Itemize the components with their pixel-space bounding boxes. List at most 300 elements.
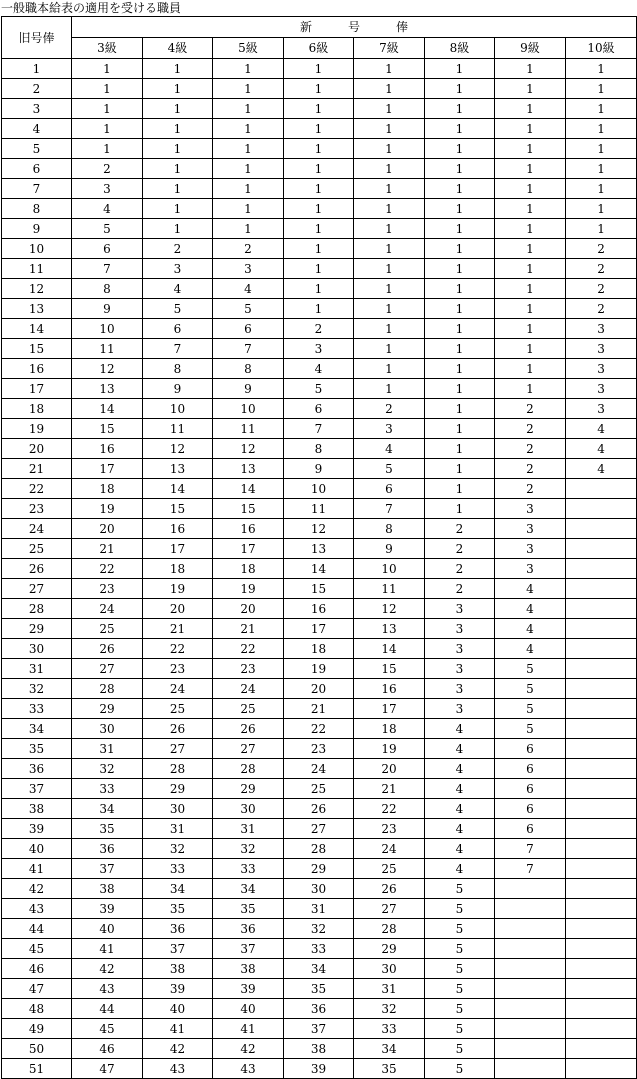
new-grade-cell: 35 xyxy=(143,899,213,919)
new-grade-cell: 1 xyxy=(495,179,566,199)
new-grade-cell: 1 xyxy=(354,379,425,399)
new-grade-cell: 25 xyxy=(213,699,284,719)
old-grade-cell: 16 xyxy=(2,359,72,379)
new-grade-cell: 23 xyxy=(143,659,213,679)
new-grade-cell: 12 xyxy=(213,439,284,459)
table-row xyxy=(2,259,637,279)
new-grade-cell: 47 xyxy=(72,1059,143,1079)
new-grade-cell: 9 xyxy=(354,539,425,559)
table-row xyxy=(2,799,637,819)
table-row xyxy=(2,79,637,99)
new-grade-cell: 34 xyxy=(213,879,284,899)
new-grade-cell xyxy=(566,499,637,519)
new-grade-cell: 1 xyxy=(72,119,143,139)
new-grade-cell: 1 xyxy=(495,239,566,259)
table-row xyxy=(2,719,637,739)
new-grade-cell: 43 xyxy=(143,1059,213,1079)
new-grade-cell: 23 xyxy=(72,579,143,599)
old-grade-cell: 3 xyxy=(2,99,72,119)
new-grade-cell: 15 xyxy=(72,419,143,439)
new-grade-cell: 18 xyxy=(284,639,354,659)
new-grade-cell: 1 xyxy=(354,279,425,299)
new-grade-cell: 24 xyxy=(354,839,425,859)
new-grade-cell: 26 xyxy=(72,639,143,659)
new-grade-cell: 42 xyxy=(72,959,143,979)
grade-header-8: 8級 xyxy=(425,38,495,59)
new-grade-cell xyxy=(566,919,637,939)
new-grade-cell: 1 xyxy=(566,139,637,159)
new-grade-cell: 23 xyxy=(354,819,425,839)
new-grade-cell xyxy=(566,579,637,599)
new-grade-cell: 1 xyxy=(495,319,566,339)
old-grade-cell: 9 xyxy=(2,219,72,239)
new-grade-cell: 12 xyxy=(284,519,354,539)
new-grade-cell: 20 xyxy=(143,599,213,619)
old-grade-cell: 46 xyxy=(2,959,72,979)
new-grade-cell: 30 xyxy=(213,799,284,819)
old-grade-cell: 20 xyxy=(2,439,72,459)
new-grade-cell: 24 xyxy=(213,679,284,699)
table-row xyxy=(2,1039,637,1059)
old-grade-cell: 45 xyxy=(2,939,72,959)
grade-header-9: 9級 xyxy=(495,38,566,59)
new-grade-cell: 6 xyxy=(495,779,566,799)
new-grade-cell: 2 xyxy=(425,579,495,599)
new-grade-cell: 34 xyxy=(354,1039,425,1059)
new-grade-cell: 21 xyxy=(284,699,354,719)
new-grade-cell: 34 xyxy=(72,799,143,819)
table-row xyxy=(2,739,637,759)
new-grade-cell: 31 xyxy=(284,899,354,919)
table-row xyxy=(2,439,637,459)
new-grade-cell: 3 xyxy=(425,639,495,659)
new-grade-cell: 16 xyxy=(354,679,425,699)
new-grade-cell: 27 xyxy=(213,739,284,759)
new-grade-cell: 1 xyxy=(213,79,284,99)
old-grade-cell: 10 xyxy=(2,239,72,259)
new-grade-cell: 16 xyxy=(284,599,354,619)
new-grade-cell: 41 xyxy=(72,939,143,959)
table-row xyxy=(2,559,637,579)
table-row xyxy=(2,119,637,139)
new-grade-cell: 4 xyxy=(566,439,637,459)
new-grade-cell: 38 xyxy=(143,959,213,979)
new-grade-cell: 1 xyxy=(566,59,637,79)
new-grade-cell: 35 xyxy=(213,899,284,919)
new-grade-cell xyxy=(566,639,637,659)
new-grade-cell: 1 xyxy=(495,99,566,119)
new-grade-cell: 1 xyxy=(495,299,566,319)
new-grade-cell: 1 xyxy=(213,59,284,79)
new-grade-cell: 1 xyxy=(213,99,284,119)
new-grade-cell xyxy=(495,899,566,919)
new-grade-cell: 4 xyxy=(566,419,637,439)
table-row xyxy=(2,479,637,499)
new-grade-cell: 22 xyxy=(284,719,354,739)
table-row xyxy=(2,999,637,1019)
new-grade-cell: 11 xyxy=(284,499,354,519)
old-grade-cell: 47 xyxy=(2,979,72,999)
new-grade-cell: 19 xyxy=(72,499,143,519)
new-grade-cell: 1 xyxy=(425,359,495,379)
new-grade-cell: 40 xyxy=(213,999,284,1019)
old-grade-cell: 15 xyxy=(2,339,72,359)
new-grade-cell: 1 xyxy=(425,379,495,399)
old-grade-cell: 39 xyxy=(2,819,72,839)
new-grade-cell: 4 xyxy=(425,799,495,819)
new-grade-cell: 1 xyxy=(566,159,637,179)
new-grade-cell: 1 xyxy=(143,119,213,139)
old-grade-cell: 34 xyxy=(2,719,72,739)
new-grade-cell: 1 xyxy=(354,119,425,139)
new-grade-cell xyxy=(566,999,637,1019)
new-grade-cell: 3 xyxy=(495,539,566,559)
new-grade-cell xyxy=(566,539,637,559)
new-grade-cell: 12 xyxy=(354,599,425,619)
table-row xyxy=(2,379,637,399)
new-grade-cell: 29 xyxy=(354,939,425,959)
new-grade-cell: 5 xyxy=(425,879,495,899)
new-grade-cell: 4 xyxy=(425,759,495,779)
new-grade-cell: 14 xyxy=(284,559,354,579)
table-row xyxy=(2,859,637,879)
new-grade-cell: 36 xyxy=(213,919,284,939)
new-grade-cell: 6 xyxy=(284,399,354,419)
new-grade-cell: 24 xyxy=(284,759,354,779)
new-grade-cell: 1 xyxy=(495,59,566,79)
new-grade-cell: 32 xyxy=(213,839,284,859)
new-grade-cell: 1 xyxy=(425,279,495,299)
new-grade-cell: 1 xyxy=(284,139,354,159)
new-grade-cell: 1 xyxy=(354,219,425,239)
new-grade-cell: 2 xyxy=(425,539,495,559)
new-grade-cell: 2 xyxy=(495,399,566,419)
new-grade-cell: 1 xyxy=(425,299,495,319)
new-grade-cell: 6 xyxy=(495,739,566,759)
new-grade-cell xyxy=(566,959,637,979)
table-row xyxy=(2,539,637,559)
new-grade-cell: 1 xyxy=(425,139,495,159)
new-grade-cell: 17 xyxy=(354,699,425,719)
old-grade-cell: 51 xyxy=(2,1059,72,1079)
new-grade-cell: 1 xyxy=(425,399,495,419)
new-grade-cell: 17 xyxy=(213,539,284,559)
table-row xyxy=(2,979,637,999)
new-grade-cell: 27 xyxy=(143,739,213,759)
new-grade-cell: 37 xyxy=(284,1019,354,1039)
new-grade-cell: 11 xyxy=(354,579,425,599)
new-grade-cell: 5 xyxy=(425,899,495,919)
new-grade-cell: 2 xyxy=(566,279,637,299)
new-grade-cell: 1 xyxy=(213,199,284,219)
new-grade-cell: 1 xyxy=(495,199,566,219)
new-grade-cell: 43 xyxy=(72,979,143,999)
old-grade-cell: 17 xyxy=(2,379,72,399)
new-grade-cell: 1 xyxy=(425,479,495,499)
new-grade-cell: 36 xyxy=(143,919,213,939)
new-grade-cell: 5 xyxy=(425,939,495,959)
new-grade-cell: 3 xyxy=(143,259,213,279)
new-grade-cell: 1 xyxy=(284,239,354,259)
new-grade-cell: 2 xyxy=(566,259,637,279)
new-grade-cell: 20 xyxy=(72,519,143,539)
header-row-top xyxy=(2,17,637,38)
table-row xyxy=(2,59,637,79)
new-grade-cell: 21 xyxy=(354,779,425,799)
new-grade-cell: 45 xyxy=(72,1019,143,1039)
new-grade-cell: 1 xyxy=(354,359,425,379)
old-grade-cell: 19 xyxy=(2,419,72,439)
new-grade-cell: 37 xyxy=(213,939,284,959)
new-grade-cell xyxy=(566,619,637,639)
new-grade-cell: 26 xyxy=(354,879,425,899)
new-grade-cell: 1 xyxy=(425,179,495,199)
old-grade-cell: 12 xyxy=(2,279,72,299)
new-grade-cell: 41 xyxy=(213,1019,284,1039)
table-row xyxy=(2,639,637,659)
old-grade-cell: 21 xyxy=(2,459,72,479)
new-grade-cell xyxy=(566,659,637,679)
new-grade-cell: 11 xyxy=(143,419,213,439)
new-grade-cell: 1 xyxy=(425,199,495,219)
new-grade-cell: 28 xyxy=(143,759,213,779)
new-grade-cell: 31 xyxy=(72,739,143,759)
old-grade-cell: 40 xyxy=(2,839,72,859)
new-grade-cell: 1 xyxy=(213,139,284,159)
new-grade-cell: 5 xyxy=(495,719,566,739)
new-grade-cell: 18 xyxy=(213,559,284,579)
new-grade-cell: 32 xyxy=(72,759,143,779)
new-grade-cell: 1 xyxy=(143,59,213,79)
new-grade-cell: 1 xyxy=(143,159,213,179)
new-grade-cell: 6 xyxy=(495,799,566,819)
new-grade-cell: 2 xyxy=(72,159,143,179)
new-grade-header: 新 号 俸 xyxy=(72,17,637,38)
old-grade-cell: 30 xyxy=(2,639,72,659)
new-grade-cell: 29 xyxy=(143,779,213,799)
new-grade-cell: 4 xyxy=(213,279,284,299)
new-grade-cell: 5 xyxy=(354,459,425,479)
new-grade-cell: 35 xyxy=(72,819,143,839)
new-grade-cell: 46 xyxy=(72,1039,143,1059)
grade-header-7: 7級 xyxy=(354,38,425,59)
new-grade-cell: 32 xyxy=(143,839,213,859)
new-grade-cell: 16 xyxy=(72,439,143,459)
table-row xyxy=(2,1059,637,1079)
table-body xyxy=(2,59,637,1079)
new-grade-cell: 17 xyxy=(284,619,354,639)
new-grade-cell: 1 xyxy=(354,59,425,79)
new-grade-cell xyxy=(566,699,637,719)
document-title: 一般職本給表の適用を受ける職員 xyxy=(1,1,182,15)
old-grade-cell: 38 xyxy=(2,799,72,819)
new-grade-cell: 6 xyxy=(72,239,143,259)
old-grade-cell: 48 xyxy=(2,999,72,1019)
new-grade-cell: 1 xyxy=(284,79,354,99)
new-grade-cell: 3 xyxy=(566,319,637,339)
table-row xyxy=(2,139,637,159)
new-grade-cell: 1 xyxy=(354,239,425,259)
new-grade-cell: 27 xyxy=(72,659,143,679)
new-grade-cell: 1 xyxy=(284,159,354,179)
new-grade-cell: 7 xyxy=(495,839,566,859)
new-grade-cell: 1 xyxy=(354,299,425,319)
new-grade-cell xyxy=(566,899,637,919)
new-grade-cell: 1 xyxy=(354,259,425,279)
new-grade-cell: 1 xyxy=(72,59,143,79)
new-grade-cell: 15 xyxy=(354,659,425,679)
new-grade-cell: 6 xyxy=(495,759,566,779)
new-grade-cell: 4 xyxy=(495,619,566,639)
new-grade-cell: 5 xyxy=(495,659,566,679)
new-grade-cell: 10 xyxy=(284,479,354,499)
new-grade-cell xyxy=(566,819,637,839)
new-grade-cell: 1 xyxy=(354,199,425,219)
old-grade-cell: 11 xyxy=(2,259,72,279)
new-grade-cell: 1 xyxy=(143,219,213,239)
table-row xyxy=(2,879,637,899)
new-grade-cell: 1 xyxy=(72,99,143,119)
new-grade-cell: 13 xyxy=(143,459,213,479)
new-grade-cell: 1 xyxy=(284,259,354,279)
new-grade-cell: 1 xyxy=(495,139,566,159)
new-grade-cell: 39 xyxy=(284,1059,354,1079)
old-grade-cell: 8 xyxy=(2,199,72,219)
new-grade-cell: 40 xyxy=(72,919,143,939)
new-grade-cell: 2 xyxy=(425,559,495,579)
new-grade-cell: 3 xyxy=(566,359,637,379)
old-grade-cell: 49 xyxy=(2,1019,72,1039)
new-grade-cell: 2 xyxy=(495,439,566,459)
new-grade-cell: 1 xyxy=(495,159,566,179)
new-grade-cell: 5 xyxy=(72,219,143,239)
table-row xyxy=(2,419,637,439)
new-grade-cell: 19 xyxy=(354,739,425,759)
new-grade-cell: 3 xyxy=(425,619,495,639)
old-grade-cell: 35 xyxy=(2,739,72,759)
new-grade-cell: 38 xyxy=(72,879,143,899)
table-row xyxy=(2,659,637,679)
new-grade-cell: 1 xyxy=(213,219,284,239)
old-grade-cell: 28 xyxy=(2,599,72,619)
new-grade-cell: 9 xyxy=(284,459,354,479)
new-grade-cell: 3 xyxy=(354,419,425,439)
new-grade-cell: 1 xyxy=(566,119,637,139)
new-grade-cell: 1 xyxy=(284,179,354,199)
new-grade-cell: 1 xyxy=(354,179,425,199)
new-grade-cell: 37 xyxy=(72,859,143,879)
new-grade-cell: 11 xyxy=(213,419,284,439)
new-grade-cell: 8 xyxy=(354,519,425,539)
new-grade-cell: 30 xyxy=(354,959,425,979)
new-grade-cell: 28 xyxy=(284,839,354,859)
new-grade-cell: 3 xyxy=(495,499,566,519)
new-grade-cell: 4 xyxy=(495,579,566,599)
new-grade-cell: 26 xyxy=(143,719,213,739)
new-grade-cell: 1 xyxy=(566,179,637,199)
new-grade-cell: 5 xyxy=(425,919,495,939)
new-grade-cell: 1 xyxy=(143,79,213,99)
new-grade-cell xyxy=(566,799,637,819)
old-grade-cell: 29 xyxy=(2,619,72,639)
new-grade-cell: 2 xyxy=(284,319,354,339)
new-grade-cell: 3 xyxy=(425,699,495,719)
new-grade-cell: 22 xyxy=(213,639,284,659)
new-grade-cell: 22 xyxy=(143,639,213,659)
old-grade-cell: 2 xyxy=(2,79,72,99)
table-row xyxy=(2,279,637,299)
new-grade-cell: 1 xyxy=(425,259,495,279)
new-grade-cell: 3 xyxy=(213,259,284,279)
new-grade-cell: 33 xyxy=(354,1019,425,1039)
new-grade-cell: 1 xyxy=(425,79,495,99)
new-grade-cell: 18 xyxy=(143,559,213,579)
new-grade-cell xyxy=(495,939,566,959)
new-grade-cell: 29 xyxy=(284,859,354,879)
table-row xyxy=(2,159,637,179)
new-grade-cell: 4 xyxy=(495,599,566,619)
new-grade-cell: 1 xyxy=(566,199,637,219)
new-grade-cell: 23 xyxy=(284,739,354,759)
new-grade-cell: 25 xyxy=(72,619,143,639)
new-grade-cell: 1 xyxy=(354,99,425,119)
new-grade-cell: 1 xyxy=(566,79,637,99)
new-grade-cell: 1 xyxy=(72,79,143,99)
table-row xyxy=(2,1019,637,1039)
old-grade-cell: 18 xyxy=(2,399,72,419)
new-grade-cell xyxy=(566,719,637,739)
new-grade-cell: 5 xyxy=(284,379,354,399)
new-grade-cell: 25 xyxy=(143,699,213,719)
new-grade-cell: 4 xyxy=(425,859,495,879)
table-row xyxy=(2,339,637,359)
new-grade-cell: 35 xyxy=(284,979,354,999)
new-grade-cell: 3 xyxy=(425,659,495,679)
new-grade-cell: 30 xyxy=(284,879,354,899)
new-grade-cell: 7 xyxy=(143,339,213,359)
new-grade-cell: 15 xyxy=(284,579,354,599)
new-grade-cell: 4 xyxy=(495,639,566,659)
new-grade-cell: 28 xyxy=(72,679,143,699)
old-grade-cell: 25 xyxy=(2,539,72,559)
new-grade-cell: 1 xyxy=(495,79,566,99)
new-grade-cell: 18 xyxy=(72,479,143,499)
new-grade-cell xyxy=(495,919,566,939)
new-grade-cell: 44 xyxy=(72,999,143,1019)
new-grade-cell: 25 xyxy=(354,859,425,879)
new-grade-cell: 2 xyxy=(495,479,566,499)
new-grade-cell: 1 xyxy=(213,179,284,199)
old-grade-header: 旧号俸 xyxy=(2,17,72,59)
old-grade-cell: 32 xyxy=(2,679,72,699)
new-grade-cell xyxy=(566,739,637,759)
new-grade-cell: 26 xyxy=(284,799,354,819)
new-grade-cell xyxy=(566,1039,637,1059)
new-grade-cell: 30 xyxy=(72,719,143,739)
new-grade-cell: 1 xyxy=(284,279,354,299)
new-grade-cell: 13 xyxy=(213,459,284,479)
new-grade-cell: 11 xyxy=(72,339,143,359)
header-row-grades xyxy=(2,38,637,59)
new-grade-cell: 4 xyxy=(425,839,495,859)
new-grade-cell: 16 xyxy=(213,519,284,539)
new-grade-cell: 2 xyxy=(143,239,213,259)
new-grade-cell: 7 xyxy=(213,339,284,359)
new-grade-cell: 29 xyxy=(213,779,284,799)
new-grade-cell: 5 xyxy=(425,1019,495,1039)
new-grade-cell: 33 xyxy=(143,859,213,879)
old-grade-cell: 43 xyxy=(2,899,72,919)
